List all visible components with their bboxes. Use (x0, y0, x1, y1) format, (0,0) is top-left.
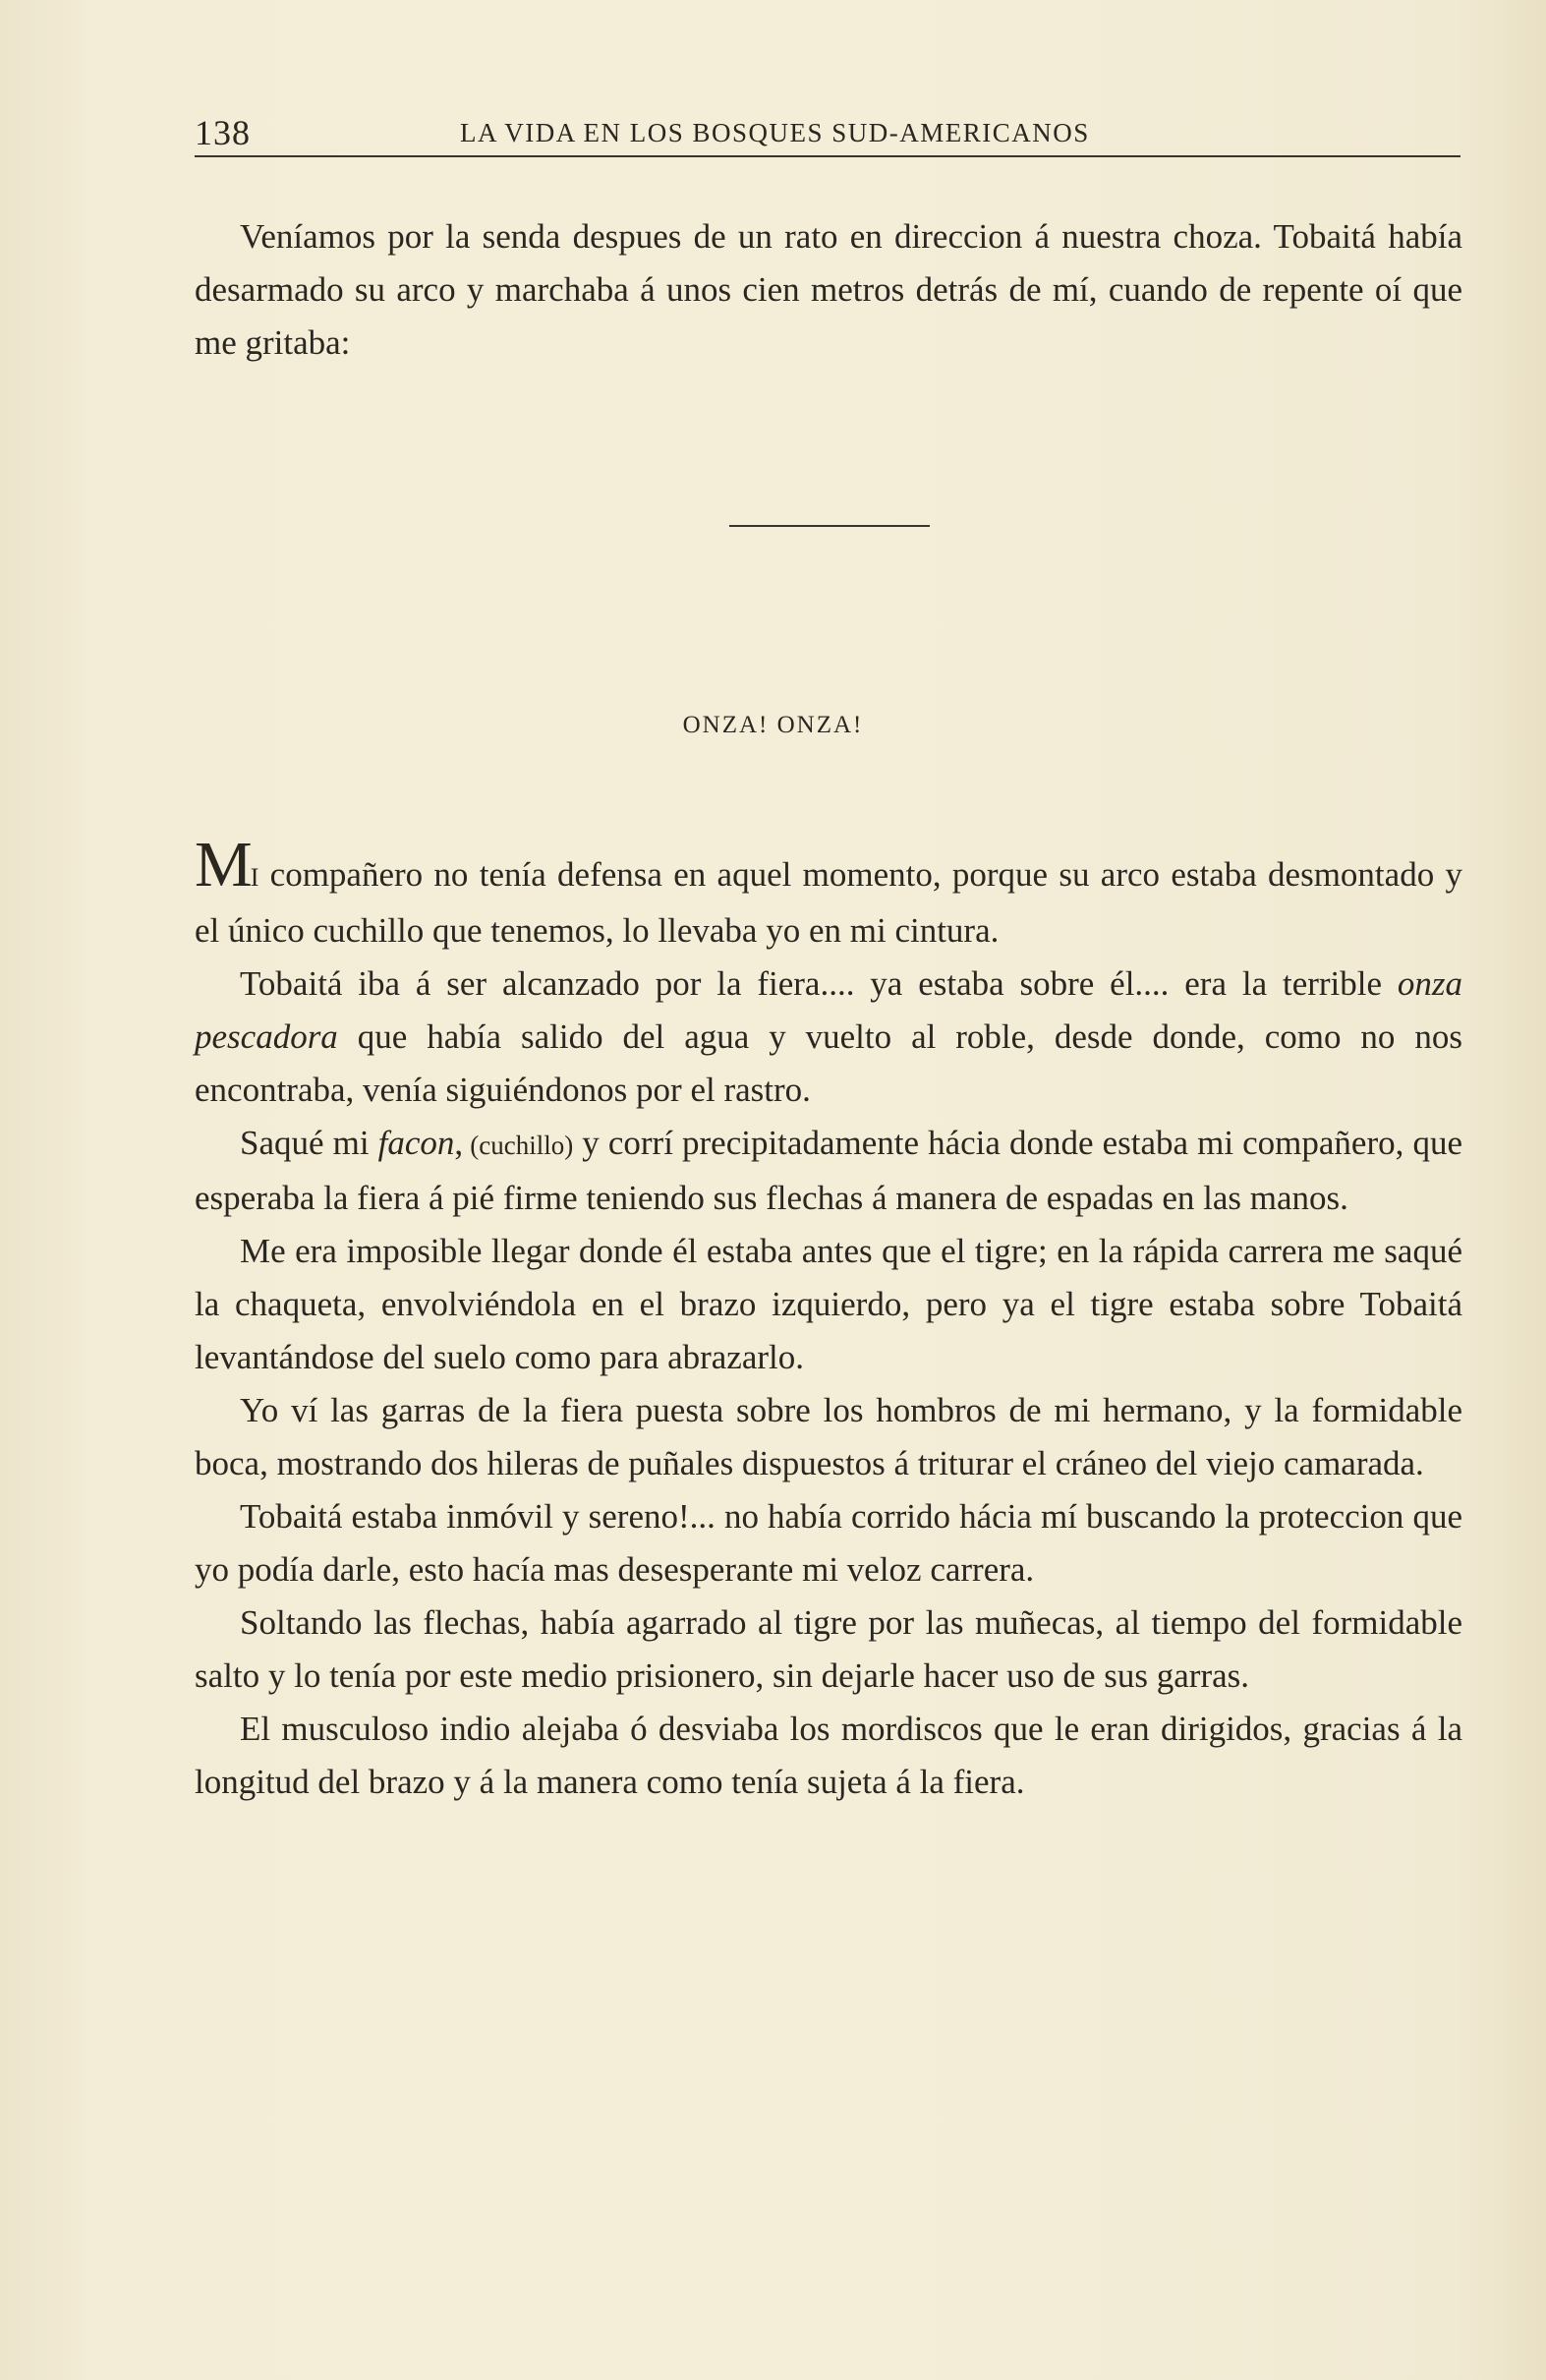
body-text (195, 829, 1462, 1809)
paragraph-4: Me era imposible llegar donde él estaba antes que el tigre; en la rápida carrera me saqué la chaqueta, envolviéndola en el brazo izquierdo, pero ya el tigre estaba sobre Tobaitá levantándose del suelo como para abrazarlo. (195, 1232, 1462, 1376)
page-header (195, 106, 1460, 153)
section-title: ONZA! ONZA! (682, 712, 864, 738)
paragraph-2-after: que había salido del agua y vuelto al roble, desde donde, como no nos encontraba, venía siguiéndonos por el rastro. (195, 1017, 1462, 1109)
paragraph-1-text: compañero no tenía defensa en aquel momento, porque su arco estaba desmontado y el único cuchillo que tenemos, lo llevaba yo en mi cintura. (195, 855, 1462, 950)
paragraph-3-before: Saqué mi (240, 1124, 378, 1162)
paragraph-1 (195, 829, 1462, 958)
paragraph-6: Tobaitá estaba inmóvil y sereno!... no había corrido hácia mí buscando la proteccion que yo podía darle, esto hacía mas desesperante mi veloz carrera. (195, 1497, 1462, 1589)
paragraph-3-comma: , (454, 1124, 464, 1162)
paragraph-5: Yo ví las garras de la fiera puesta sobre los hombros de mi hermano, y la formidable boca, mostrando dos hileras de puñales dispuestos á triturar el cráneo del viejo camarada. (195, 1391, 1462, 1482)
paragraph-2-before: Tobaitá iba á ser alcanzado por la fiera.... ya estaba sobre él.... era la terrible (240, 964, 1398, 1003)
paragraph-3-small: (cuchillo) (463, 1131, 574, 1160)
paragraph-7: Soltando las flechas, había agarrado al tigre por las muñecas, al tiempo del formidable salto y lo tenía por este medio prisionero, sin dejarle hacer uso de sus garras. (195, 1603, 1462, 1695)
paragraph-2-italic: onza pescadora (195, 964, 1462, 1056)
paragraph-3 (195, 1117, 1462, 1225)
header-rule (195, 155, 1460, 157)
intro-block (195, 210, 1462, 370)
paragraph-3-italic: facon (377, 1124, 455, 1162)
drop-cap: M (195, 829, 251, 900)
small-cap: I (250, 863, 259, 892)
running-head: LA VIDA EN LOS BOSQUES SUD-AMERICANOS (460, 118, 1090, 147)
intro-paragraph: Veníamos por la senda despues de un rato en direccion á nuestra choza. Tobaitá había desarmado su arco y marchaba á unos cien metros detrás de mí, cuando de repente oí que me gritaba: (195, 217, 1462, 362)
section-divider (729, 525, 930, 527)
page-number: 138 (195, 113, 251, 152)
paragraph-8: El musculoso indio alejaba ó desviaba los mordiscos que le eran dirigidos, gracias á la longitud del brazo y á la manera como tenía sujeta á la fiera. (195, 1710, 1462, 1801)
paragraph-3-after: y corrí precipitadamente hácia donde estaba mi compañero, que esperaba la fiera á pié firme teniendo sus flechas á manera de espadas en las manos. (195, 1124, 1462, 1217)
paragraph-2 (195, 958, 1462, 1117)
